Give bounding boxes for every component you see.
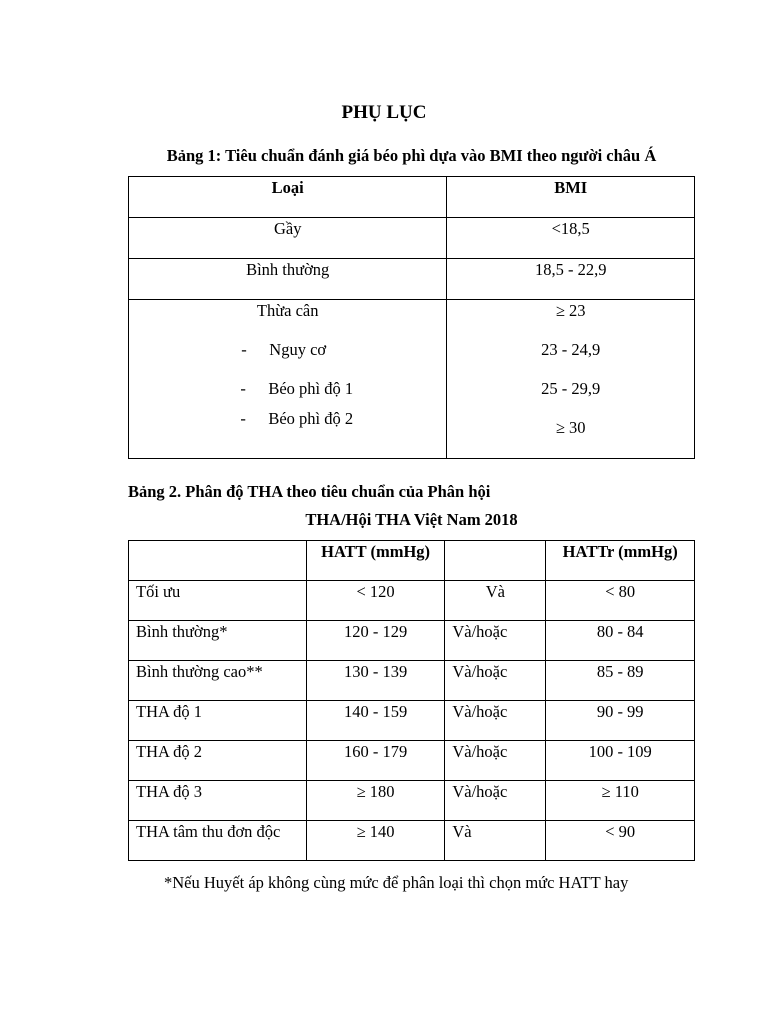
table-row [129,621,695,661]
cell-conj: Và [445,821,546,861]
list-dash: - [241,340,247,359]
sub-bmi: 23 - 24,9 [541,340,601,359]
table-row [129,821,695,861]
table-header-row [129,177,695,218]
sub-label: Nguy cơ [269,340,327,359]
table-row [129,581,695,621]
hypertension-table [128,540,695,861]
cell-name: Bình thường* [129,621,307,661]
sub-item [129,379,446,409]
footnote: *Nếu Huyết áp không cùng mức để phân loại thì chọn mức HATT hay [164,873,629,892]
list-dash: - [240,409,246,428]
header-hatt: HATT (mmHg) [306,541,444,581]
table1-caption: Bảng 1: Tiêu chuẩn đánh giá béo phì dựa vào BMI theo người châu Á [166,146,657,165]
cell-bmi-overweight [447,300,695,459]
list-dash: - [240,379,246,398]
page-title: PHỤ LỤC [341,102,427,123]
cell-hatt: ≥ 180 [306,781,444,821]
cell-hatt: 140 - 159 [306,701,444,741]
cell-hattr: 90 - 99 [546,701,695,741]
cell-name: Bình thường cao** [129,661,307,701]
cell-hattr: < 90 [546,821,695,861]
cell-name: THA tâm thu đơn độc [129,821,307,861]
cell-hattr: ≥ 110 [546,781,695,821]
cell-hatt: 160 - 179 [306,741,444,781]
cell-hatt: ≥ 140 [306,821,444,861]
cell-bmi: <18,5 [447,218,695,259]
table2-caption-line2: THA/Hội THA Việt Nam 2018 [305,510,518,529]
table-row [129,781,695,821]
cell-hatt: 130 - 139 [306,661,444,701]
cell-name: THA độ 2 [129,741,307,781]
sub-bmi: ≥ 30 [555,418,586,437]
table-row [129,741,695,781]
table-header-row [129,541,695,581]
table-row [129,218,695,259]
sub-label: Béo phì độ 2 [268,409,354,428]
cell-hattr: 85 - 89 [546,661,695,701]
cell-conj: Và [445,581,546,621]
cell-hatt: 120 - 129 [306,621,444,661]
sub-item [129,340,446,379]
header-blank [129,541,307,581]
cell-name: THA độ 1 [129,701,307,741]
table-row [129,259,695,300]
cell-hattr: 100 - 109 [546,741,695,781]
table2-caption-line1: Bảng 2. Phân độ THA theo tiêu chuẩn của Phân hội [128,482,491,501]
header-bmi: BMI [447,177,695,218]
cell-hattr: 80 - 84 [546,621,695,661]
cell-hatt: < 120 [306,581,444,621]
cell-conj: Và/hoặc [445,781,546,821]
cell-conj: Và/hoặc [445,621,546,661]
cell-type-overweight [129,300,447,459]
cell-bmi: 18,5 - 22,9 [447,259,695,300]
header-hattr: HATTr (mmHg) [546,541,695,581]
table-row [129,701,695,741]
bmi-table [128,176,695,459]
sub-item [129,409,446,429]
overweight-label: Thừa cân [256,301,319,320]
cell-conj: Và/hoặc [445,701,546,741]
table-row [129,300,695,459]
header-conj [445,541,546,581]
header-type: Loại [129,177,447,218]
sub-bmi: 25 - 29,9 [541,379,601,398]
table-row [129,661,695,701]
cell-type: Bình thường [129,259,447,300]
cell-conj: Và/hoặc [445,661,546,701]
cell-name: THA độ 3 [129,781,307,821]
cell-hattr: < 80 [546,581,695,621]
overweight-bmi: ≥ 23 [555,301,586,320]
cell-name: Tối ưu [129,581,307,621]
cell-conj: Và/hoặc [445,741,546,781]
sub-label: Béo phì độ 1 [268,379,354,398]
cell-type: Gầy [129,218,447,259]
